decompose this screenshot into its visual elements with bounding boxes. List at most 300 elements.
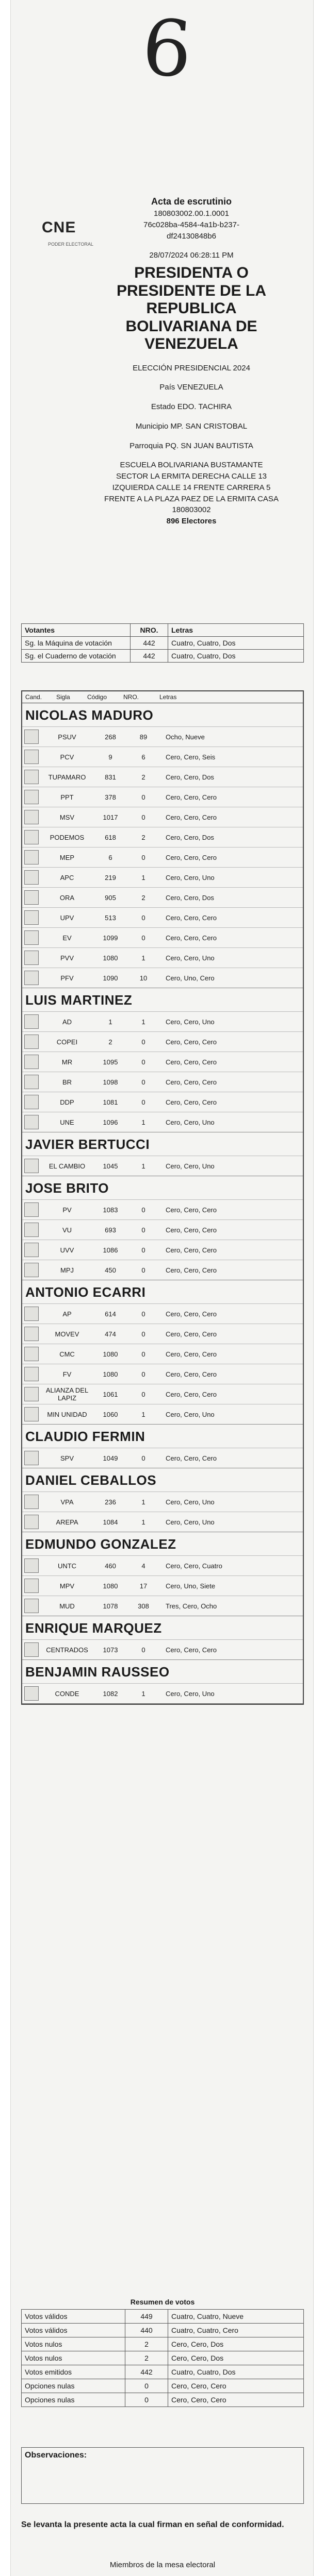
party-logo-icon xyxy=(24,1686,39,1701)
party-logo-icon xyxy=(24,1055,39,1069)
party-row xyxy=(22,747,303,767)
party-letras: Cero, Cero, Dos xyxy=(166,833,214,841)
resumen-label: Opciones nulas xyxy=(22,2393,125,2407)
party-sigla: PV xyxy=(62,1206,72,1214)
party-sigla: DDP xyxy=(60,1098,74,1106)
party-codigo: 2 xyxy=(108,1038,112,1046)
party-logo-icon xyxy=(24,1243,39,1257)
party-row xyxy=(22,1404,303,1424)
resumen-letras: Cuatro, Cuatro, Nueve xyxy=(168,2310,304,2324)
votantes-table xyxy=(21,623,304,663)
party-letras: Cero, Cero, Uno xyxy=(166,1689,215,1698)
party-votos: 0 xyxy=(141,934,145,942)
party-codigo: 831 xyxy=(105,773,116,781)
candidate-block xyxy=(22,703,303,988)
table-row: Sg. el Cuaderno de votación 442 Cuatro, Cuatro, Dos xyxy=(22,650,304,663)
party-logo-icon xyxy=(24,1407,39,1421)
party-logo-icon xyxy=(24,1387,39,1401)
party-codigo: 1060 xyxy=(103,1410,118,1418)
acta-title: Acta de escrutinio xyxy=(151,196,232,207)
party-sigla: PVV xyxy=(60,954,74,962)
candidate-block xyxy=(22,1176,303,1280)
party-logo-icon xyxy=(24,1495,39,1509)
acta-page xyxy=(10,0,314,2576)
party-row xyxy=(22,1555,303,1575)
mesa-title: Miembros de la mesa electoral xyxy=(109,2561,216,2569)
party-logo-icon xyxy=(24,1327,39,1341)
party-codigo: 6 xyxy=(108,853,112,861)
party-row xyxy=(22,1344,303,1364)
party-codigo: 1096 xyxy=(103,1118,118,1126)
party-sigla: PPT xyxy=(60,793,74,801)
party-votos: 1 xyxy=(141,1518,145,1526)
candidate-name: CLAUDIO FERMIN xyxy=(25,1429,145,1444)
party-sigla: MR xyxy=(61,1058,73,1066)
party-sigla: CMC xyxy=(59,1350,75,1358)
party-codigo: 693 xyxy=(105,1226,116,1234)
party-letras: Cero, Cero, Cero xyxy=(166,1226,217,1234)
party-sigla: EL CAMBIO xyxy=(48,1162,86,1170)
table-row xyxy=(22,2393,304,2407)
party-letras: Cero, Cero, Cero xyxy=(166,1058,217,1066)
table-row: Sg. la Máquina de votación 442 Cuatro, Cuatro, Dos xyxy=(22,637,304,650)
party-row xyxy=(22,1011,303,1031)
party-votos: 0 xyxy=(141,1266,145,1274)
candidate-block xyxy=(22,1425,303,1468)
party-row xyxy=(22,726,303,747)
table-row xyxy=(22,2365,304,2379)
resumen-nro: 440 xyxy=(125,2324,168,2337)
party-codigo: 1090 xyxy=(103,974,118,982)
party-letras: Cero, Cero, Dos xyxy=(166,773,214,781)
resumen-label: Votos nulos xyxy=(22,2351,125,2365)
party-codigo: 614 xyxy=(105,1310,116,1318)
party-sigla: MIN UNIDAD xyxy=(47,1410,87,1418)
observaciones-box xyxy=(21,2447,304,2504)
candidate-block xyxy=(22,988,303,1132)
party-codigo: 219 xyxy=(105,873,116,882)
resumen-nro: 2 xyxy=(125,2337,168,2351)
electores-count: 896 Electores xyxy=(166,517,217,526)
party-codigo: 1049 xyxy=(103,1454,118,1462)
municipio: Municipio MP. SAN CRISTOBAL xyxy=(135,421,248,431)
party-letras: Cero, Cero, Uno xyxy=(166,1162,215,1170)
party-codigo: 1080 xyxy=(103,1582,118,1590)
party-votos: 2 xyxy=(141,833,145,841)
resumen-title: Resumen de votos xyxy=(130,2298,195,2306)
party-votos: 6 xyxy=(141,753,145,761)
party-letras: Cero, Cero, Cero xyxy=(166,1646,217,1654)
table-row xyxy=(22,2324,304,2337)
party-votos: 0 xyxy=(141,853,145,861)
acta-header xyxy=(104,195,279,527)
party-letras: Cero, Uno, Cero xyxy=(166,974,215,982)
party-row xyxy=(22,807,303,827)
party-letras: Cero, Cero, Uno xyxy=(166,1018,215,1026)
party-letras: Cero, Cero, Cero xyxy=(166,1350,217,1358)
party-codigo: 1084 xyxy=(103,1518,118,1526)
party-letras: Cero, Cero, Cero xyxy=(166,1310,217,1318)
party-codigo: 1082 xyxy=(103,1689,118,1698)
resumen-nro: 449 xyxy=(125,2310,168,2324)
party-codigo: 1073 xyxy=(103,1646,118,1654)
party-codigo: 1 xyxy=(108,1018,112,1026)
party-sigla: VPA xyxy=(60,1498,74,1506)
party-sigla: PODEMOS xyxy=(50,833,85,841)
party-codigo: 1045 xyxy=(103,1162,118,1170)
candidate-name: JOSE BRITO xyxy=(25,1180,109,1196)
party-sigla: PFV xyxy=(60,974,74,982)
resumen-label: Votos válidos xyxy=(22,2324,125,2337)
party-logo-icon xyxy=(24,1451,39,1465)
party-codigo: 9 xyxy=(108,753,112,761)
party-votos: 0 xyxy=(141,1350,145,1358)
party-sigla: MEP xyxy=(59,853,75,861)
party-codigo: 460 xyxy=(105,1562,116,1570)
party-letras: Cero, Cero, Cero xyxy=(166,1078,217,1086)
party-row xyxy=(22,867,303,887)
party-letras: Cero, Cero, Dos xyxy=(166,893,214,902)
party-votos: 1 xyxy=(141,1410,145,1418)
party-logo-icon xyxy=(24,1115,39,1129)
party-votos: 0 xyxy=(141,1454,145,1462)
party-row xyxy=(22,1324,303,1344)
party-codigo: 513 xyxy=(105,913,116,922)
party-votos: 4 xyxy=(141,1562,145,1570)
observaciones-label: Observaciones: xyxy=(25,2451,87,2460)
logo-subtext: PODER ELECTORAL xyxy=(48,242,93,247)
resumen-letras: Cero, Cero, Cero xyxy=(168,2379,304,2393)
estado: Estado EDO. TACHIRA xyxy=(151,402,232,412)
candidate-block xyxy=(22,1532,303,1616)
resumen-nro: 0 xyxy=(125,2393,168,2407)
party-votos: 0 xyxy=(141,793,145,801)
party-letras: Cero, Cero, Cuatro xyxy=(166,1562,222,1570)
party-logo-icon xyxy=(24,1223,39,1237)
party-votos: 0 xyxy=(141,1058,145,1066)
election-name: ELECCIÓN PRESIDENCIAL 2024 xyxy=(133,363,250,372)
letras-header: Letras xyxy=(168,624,304,637)
party-logo-icon xyxy=(24,1159,39,1173)
party-row xyxy=(22,1072,303,1092)
candidate-name: DANIEL CEBALLOS xyxy=(25,1472,157,1488)
party-logo-icon xyxy=(24,730,39,744)
party-logo-icon xyxy=(24,770,39,784)
party-votos: 0 xyxy=(141,1038,145,1046)
party-row xyxy=(22,1199,303,1219)
party-letras: Cero, Cero, Cero xyxy=(166,1206,217,1214)
party-sigla: PCV xyxy=(60,753,74,761)
logo-text: CNE xyxy=(42,219,76,236)
party-sigla: FV xyxy=(62,1370,72,1378)
party-sigla: UVV xyxy=(60,1246,74,1254)
candidate-block xyxy=(22,1280,303,1425)
party-letras: Cero, Cero, Cero xyxy=(166,853,217,861)
party-sigla: MPV xyxy=(59,1582,75,1590)
party-logo-icon xyxy=(24,750,39,764)
votantes-header: Votantes xyxy=(22,624,131,637)
resumen-letras: Cero, Cero, Dos xyxy=(168,2337,304,2351)
handwritten-page-number: 6 xyxy=(139,2,195,96)
table-row xyxy=(22,2351,304,2365)
party-letras: Tres, Cero, Ocho xyxy=(166,1602,217,1610)
party-sigla: ORA xyxy=(59,893,75,902)
party-sigla: AREPA xyxy=(56,1518,78,1526)
party-codigo: 1098 xyxy=(103,1078,118,1086)
party-sigla: UNE xyxy=(60,1118,74,1126)
resumen-nro: 2 xyxy=(125,2351,168,2365)
party-logo-icon xyxy=(24,971,39,985)
party-votos: 17 xyxy=(139,1582,148,1590)
acta-uuid-1: 76c028ba-4584-4a1b-b237- xyxy=(143,220,239,229)
party-logo-icon xyxy=(24,1095,39,1109)
party-votos: 0 xyxy=(141,1370,145,1378)
party-row xyxy=(22,1683,303,1703)
party-row xyxy=(22,1260,303,1280)
firma-intro: Se levanta la presente acta la cual firman en señal de conformidad. xyxy=(21,2520,284,2529)
party-logo-icon xyxy=(24,850,39,865)
party-row xyxy=(22,1219,303,1240)
party-sigla: VU xyxy=(62,1226,72,1234)
party-sigla: MSV xyxy=(59,813,75,821)
party-logo-icon xyxy=(24,1307,39,1321)
party-letras: Cero, Cero, Uno xyxy=(166,1518,215,1526)
party-votos: 0 xyxy=(141,913,145,922)
party-row xyxy=(22,1448,303,1468)
acta-datetime: 28/07/2024 06:28:11 PM xyxy=(149,251,234,260)
table-row xyxy=(22,2379,304,2393)
party-sigla: TUPAMARO xyxy=(48,773,86,781)
party-votos: 2 xyxy=(141,893,145,902)
party-letras: Cero, Cero, Uno xyxy=(166,1498,215,1506)
parroquia: Parroquia PQ. SN JUAN BAUTISTA xyxy=(129,441,253,450)
party-row xyxy=(22,1364,303,1384)
party-row xyxy=(22,1031,303,1052)
resumen-nro: 442 xyxy=(125,2365,168,2379)
party-codigo: 1078 xyxy=(103,1602,118,1610)
party-codigo: 1080 xyxy=(103,1350,118,1358)
party-letras: Cero, Cero, Uno xyxy=(166,1118,215,1126)
candidate-name: BENJAMIN RAUSSEO xyxy=(25,1664,170,1680)
party-row xyxy=(22,1240,303,1260)
resumen-table xyxy=(21,2309,304,2407)
candidate-block xyxy=(22,1132,303,1176)
party-votos: 1 xyxy=(141,1118,145,1126)
party-row xyxy=(22,1156,303,1176)
party-logo-icon xyxy=(24,1347,39,1361)
party-codigo: 474 xyxy=(105,1330,116,1338)
table-row xyxy=(22,2310,304,2324)
party-row xyxy=(22,907,303,927)
party-logo-icon xyxy=(24,1075,39,1089)
election-title: PRESIDENTA O PRESIDENTE DE LA REPUBLICA BOLIVARIANA DE VENEZUELA xyxy=(116,264,267,353)
party-logo-icon xyxy=(24,1263,39,1277)
party-codigo: 905 xyxy=(105,893,116,902)
party-row xyxy=(22,1052,303,1072)
party-votos: 0 xyxy=(141,1078,145,1086)
party-letras: Cero, Uno, Siete xyxy=(166,1582,216,1590)
party-logo-icon xyxy=(24,910,39,925)
candidate-block xyxy=(22,1616,303,1660)
party-votos: 1 xyxy=(141,954,145,962)
party-row xyxy=(22,1384,303,1404)
party-logo-icon xyxy=(24,810,39,824)
resumen-votos xyxy=(21,2298,304,2407)
results-column-headers: Cand. Sigla Código NRO. Letras xyxy=(22,691,303,703)
resumen-nro: 0 xyxy=(125,2379,168,2393)
party-sigla: APC xyxy=(60,873,74,882)
party-row xyxy=(22,1092,303,1112)
party-codigo: 1099 xyxy=(103,934,118,942)
party-logo-icon xyxy=(24,830,39,844)
party-row xyxy=(22,947,303,968)
party-sigla: CONDE xyxy=(55,1689,79,1698)
party-letras: Ocho, Nueve xyxy=(166,733,205,741)
candidate-list xyxy=(22,703,303,1704)
centro-codigo: 180803002 xyxy=(172,505,211,515)
party-sigla: MUD xyxy=(59,1602,75,1610)
party-letras: Cero, Cero, Cero xyxy=(166,1098,217,1106)
party-votos: 1 xyxy=(141,1162,145,1170)
party-codigo: 1017 xyxy=(103,813,118,821)
party-votos: 0 xyxy=(141,1246,145,1254)
party-letras: Cero, Cero, Cero xyxy=(166,1390,217,1398)
party-logo-icon xyxy=(24,1035,39,1049)
party-letras: Cero, Cero, Cero xyxy=(166,1246,217,1254)
party-votos: 1 xyxy=(141,1018,145,1026)
party-votos: 2 xyxy=(141,773,145,781)
party-votos: 1 xyxy=(141,873,145,882)
party-codigo: 1061 xyxy=(103,1390,118,1398)
party-sigla: EV xyxy=(62,934,72,942)
party-codigo: 268 xyxy=(105,733,116,741)
party-sigla: SPV xyxy=(60,1454,74,1462)
party-votos: 0 xyxy=(141,1646,145,1654)
party-votos: 0 xyxy=(141,1390,145,1398)
party-row xyxy=(22,1303,303,1324)
resumen-label: Votos nulos xyxy=(22,2337,125,2351)
party-codigo: 1080 xyxy=(103,1370,118,1378)
party-logo-icon xyxy=(24,1579,39,1593)
party-logo-icon xyxy=(24,890,39,905)
party-votos: 0 xyxy=(141,1310,145,1318)
party-sigla: AD xyxy=(62,1018,72,1026)
party-row xyxy=(22,1492,303,1512)
party-sigla: UPV xyxy=(60,913,74,922)
party-votos: 0 xyxy=(141,1330,145,1338)
party-votos: 0 xyxy=(141,1226,145,1234)
party-letras: Cero, Cero, Cero xyxy=(166,1330,217,1338)
nro-header: NRO. xyxy=(131,624,168,637)
resumen-letras: Cuatro, Cuatro, Cero xyxy=(168,2324,304,2337)
party-row xyxy=(22,827,303,847)
party-sigla: ALIANZA DEL LAPIZ xyxy=(45,1386,89,1402)
party-codigo: 1083 xyxy=(103,1206,118,1214)
party-row xyxy=(22,1512,303,1532)
party-logo-icon xyxy=(24,1014,39,1029)
party-sigla: MOVEV xyxy=(55,1330,79,1338)
party-logo-icon xyxy=(24,1202,39,1217)
candidate-name: LUIS MARTINEZ xyxy=(25,992,133,1008)
resumen-letras: Cero, Cero, Cero xyxy=(168,2393,304,2407)
party-row xyxy=(22,787,303,807)
party-row xyxy=(22,1575,303,1596)
party-letras: Cero, Cero, Cero xyxy=(166,793,217,801)
party-logo-icon xyxy=(24,930,39,945)
resumen-label: Votos emitidos xyxy=(22,2365,125,2379)
party-letras: Cero, Cero, Cero xyxy=(166,913,217,922)
party-letras: Cero, Cero, Cero xyxy=(166,813,217,821)
party-letras: Cero, Cero, Uno xyxy=(166,1410,215,1418)
resumen-label: Opciones nulas xyxy=(22,2379,125,2393)
candidate-name: JAVIER BERTUCCI xyxy=(25,1137,150,1152)
party-sigla: COPEI xyxy=(56,1038,78,1046)
candidate-block xyxy=(22,1468,303,1532)
party-logo-icon xyxy=(24,1599,39,1613)
party-votos: 0 xyxy=(141,1098,145,1106)
party-sigla: CENTRADOS xyxy=(46,1646,88,1654)
party-codigo: 236 xyxy=(105,1498,116,1506)
party-logo-icon xyxy=(24,790,39,804)
party-votos: 1 xyxy=(141,1498,145,1506)
party-letras: Cero, Cero, Uno xyxy=(166,954,215,962)
results-table xyxy=(21,690,304,1705)
party-row xyxy=(22,1596,303,1616)
party-letras: Cero, Cero, Seis xyxy=(166,753,216,761)
party-codigo: 450 xyxy=(105,1266,116,1274)
candidate-name: ENRIQUE MARQUEZ xyxy=(25,1620,162,1636)
table-row xyxy=(22,2337,304,2351)
party-letras: Cero, Cero, Cero xyxy=(166,934,217,942)
party-row xyxy=(22,847,303,867)
party-codigo: 618 xyxy=(105,833,116,841)
candidate-name: EDMUNDO GONZALEZ xyxy=(25,1536,176,1552)
party-logo-icon xyxy=(24,1515,39,1529)
party-logo-icon xyxy=(24,951,39,965)
cne-logo xyxy=(42,219,93,255)
party-row xyxy=(22,1639,303,1659)
party-letras: Cero, Cero, Cero xyxy=(166,1266,217,1274)
acta-uuid-2: df24130848b6 xyxy=(167,231,216,241)
party-codigo: 1081 xyxy=(103,1098,118,1106)
party-row xyxy=(22,887,303,907)
party-letras: Cero, Cero, Cero xyxy=(166,1454,217,1462)
pais: País VENEZUELA xyxy=(159,383,223,392)
candidate-name: NICOLAS MADURO xyxy=(25,707,154,723)
party-logo-icon xyxy=(24,870,39,885)
party-logo-icon xyxy=(24,1642,39,1657)
party-row xyxy=(22,927,303,947)
party-logo-icon xyxy=(24,1367,39,1381)
party-letras: Cero, Cero, Uno xyxy=(166,873,215,882)
party-codigo: 1086 xyxy=(103,1246,118,1254)
party-votos: 0 xyxy=(141,1206,145,1214)
party-row xyxy=(22,1112,303,1132)
candidate-name: ANTONIO ECARRI xyxy=(25,1284,146,1300)
party-letras: Cero, Cero, Cero xyxy=(166,1370,217,1378)
acta-code: 180803002.00.1.0001 xyxy=(154,209,229,218)
party-sigla: BR xyxy=(62,1078,72,1086)
party-codigo: 1080 xyxy=(103,954,118,962)
party-codigo: 1095 xyxy=(103,1058,118,1066)
party-sigla: MPJ xyxy=(60,1266,74,1274)
party-sigla: UNTC xyxy=(57,1562,77,1570)
centro-votacion: ESCUELA BOLIVARIANA BUSTAMANTE xyxy=(120,461,263,470)
resumen-label: Votos válidos xyxy=(22,2310,125,2324)
centro-direccion: SECTOR LA ERMITA DERECHA CALLE 13 IZQUIERDA CALLE 14 FRENTE CARRERA 5 FRENTE A LA PLAZA PAEZ DE LA ERMITA CASA xyxy=(104,472,279,503)
party-votos: 10 xyxy=(139,974,148,982)
resumen-letras: Cero, Cero, Dos xyxy=(168,2351,304,2365)
